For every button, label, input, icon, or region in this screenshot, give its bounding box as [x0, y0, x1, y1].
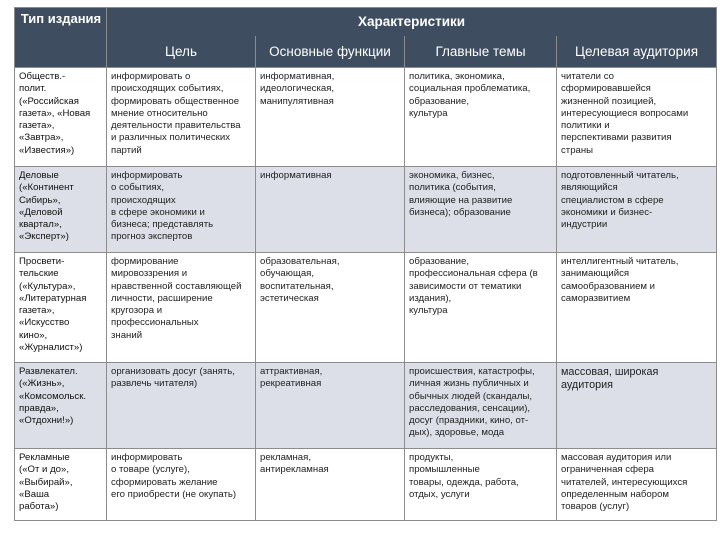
cell-themes: продукты, промышленные товары, одежда, работа, отдых, услуги [405, 449, 557, 521]
header-functions: Основные функции [256, 36, 405, 68]
cell-goal: информировать о товаре (услуге), сформировать желание его приобрести (не окупать) [107, 449, 256, 521]
cell-publication-type: Просвети- тельские («Культура», «Литературная газета», «Искусство кино», «Журналист») [15, 253, 107, 363]
header-row-sub [15, 36, 717, 68]
cell-themes: экономика, бизнес, политика (события, влияющие на развитие бизнеса); образование [405, 167, 557, 253]
cell-audience: массовая аудитория или ограниченная сфера читателей, интересующихся определенным набором товаров (услуг) [557, 449, 717, 521]
cell-themes: происшествия, катастрофы, личная жизнь публичных и обычных людей (скандалы, расследования, сенсации), досуг (праздники, кино, от- дых), здоровье, мода [405, 363, 557, 449]
cell-publication-type: Общеcтв.- полит. («Российская газета», «Новая газета», «Завтра», «Известия») [15, 68, 107, 167]
cell-themes: образование, профессиональная сфера (в зависимости от тематики издания), культура [405, 253, 557, 363]
cell-audience: читатели со сформировавшейся жизненной позицией, интересующиеся вопросами политики и перспективами развития страны [557, 68, 717, 167]
cell-goal: информировать о событиях, происходящих в сфере экономики и бизнеса; представлять прогноз экспертов [107, 167, 256, 253]
cell-functions: аттрактивная, рекреативная [256, 363, 405, 449]
cell-audience: подготовленный читатель, являющийся специалистом в сфере экономики и бизнес- индустрии [557, 167, 717, 253]
cell-audience: интеллигентный читатель, занимающийся самообразованием и саморазвитием [557, 253, 717, 363]
cell-publication-type: Развлекател. («Жизнь», «Комсомольск. правда», «Отдохни!») [15, 363, 107, 449]
header-characteristics: Характеристики [107, 8, 717, 37]
header-row-top [15, 8, 717, 37]
cell-audience: массовая, широкая аудитория [557, 363, 717, 449]
cell-functions: информативная, идеологическая, манипулятивная [256, 68, 405, 167]
cell-functions: информативная [256, 167, 405, 253]
header-publication-type: Тип издания [15, 8, 107, 68]
cell-functions: образовательная, обучающая, воспитательная, эстетическая [256, 253, 405, 363]
cell-goal: организовать досуг (занять, развлечь читателя) [107, 363, 256, 449]
publications-table [14, 7, 717, 521]
cell-themes: политика, экономика, социальная проблематика, образование, культура [405, 68, 557, 167]
header-themes: Главные темы [405, 36, 557, 68]
cell-functions: рекламная, антирекламная [256, 449, 405, 521]
header-goal: Цель [107, 36, 256, 68]
table-row [15, 68, 717, 167]
cell-publication-type: Деловые («Континент Сибирь», «Деловой квартал», «Эксперт») [15, 167, 107, 253]
header-audience: Целевая аудитория [557, 36, 717, 68]
table-row [15, 253, 717, 363]
cell-goal: информировать о происходящих событиях, формировать общественное мнение относительно деятельности правительства и различных политических партий [107, 68, 256, 167]
cell-publication-type: Рекламные («От и до», «Выбирай», «Ваша работа») [15, 449, 107, 521]
table-row [15, 449, 717, 521]
cell-goal: формирование мировоззрения и нравственной составляющей личности, расширение кругозора и профессиональных знаний [107, 253, 256, 363]
table-row [15, 363, 717, 449]
table-row [15, 167, 717, 253]
